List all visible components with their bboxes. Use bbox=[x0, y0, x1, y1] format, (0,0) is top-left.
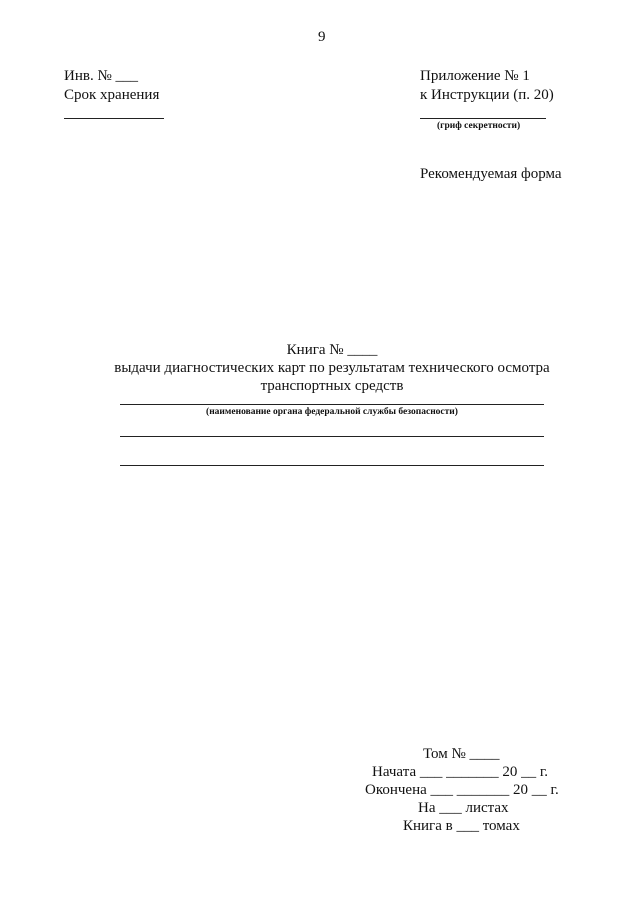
org-name-line-2 bbox=[120, 436, 544, 437]
inventory-number: Инв. № ___ bbox=[64, 68, 139, 84]
started-date: Начата ___ _______ 20 __ г. bbox=[372, 764, 549, 780]
secrecy-caption: (гриф секретности) bbox=[437, 121, 521, 131]
storage-period-label: Срок хранения bbox=[64, 87, 160, 103]
book-purpose-title: выдачи диагностических карт по результатам технического осмотра bbox=[114, 360, 550, 376]
sheets-count: На ___ листах bbox=[418, 800, 509, 816]
book-subject-title: транспортных средств bbox=[260, 378, 404, 394]
storage-period-line bbox=[64, 118, 164, 119]
org-name-line-3 bbox=[120, 465, 544, 466]
volumes-count: Книга в ___ томах bbox=[403, 818, 520, 834]
book-number-title: Книга № ____ bbox=[286, 342, 378, 358]
finished-date: Окончена ___ _______ 20 __ г. bbox=[365, 782, 559, 798]
page-number: 9 bbox=[318, 29, 326, 45]
org-name-caption: (наименование органа федеральной службы безопасности) bbox=[206, 407, 458, 417]
appendix-label: Приложение № 1 bbox=[420, 68, 530, 84]
instruction-reference: к Инструкции (п. 20) bbox=[420, 87, 554, 103]
volume-number: Том № ____ bbox=[423, 746, 500, 762]
recommended-form-label: Рекомендуемая форма bbox=[420, 166, 562, 182]
org-name-line-1 bbox=[120, 404, 544, 405]
secrecy-line bbox=[420, 118, 546, 119]
